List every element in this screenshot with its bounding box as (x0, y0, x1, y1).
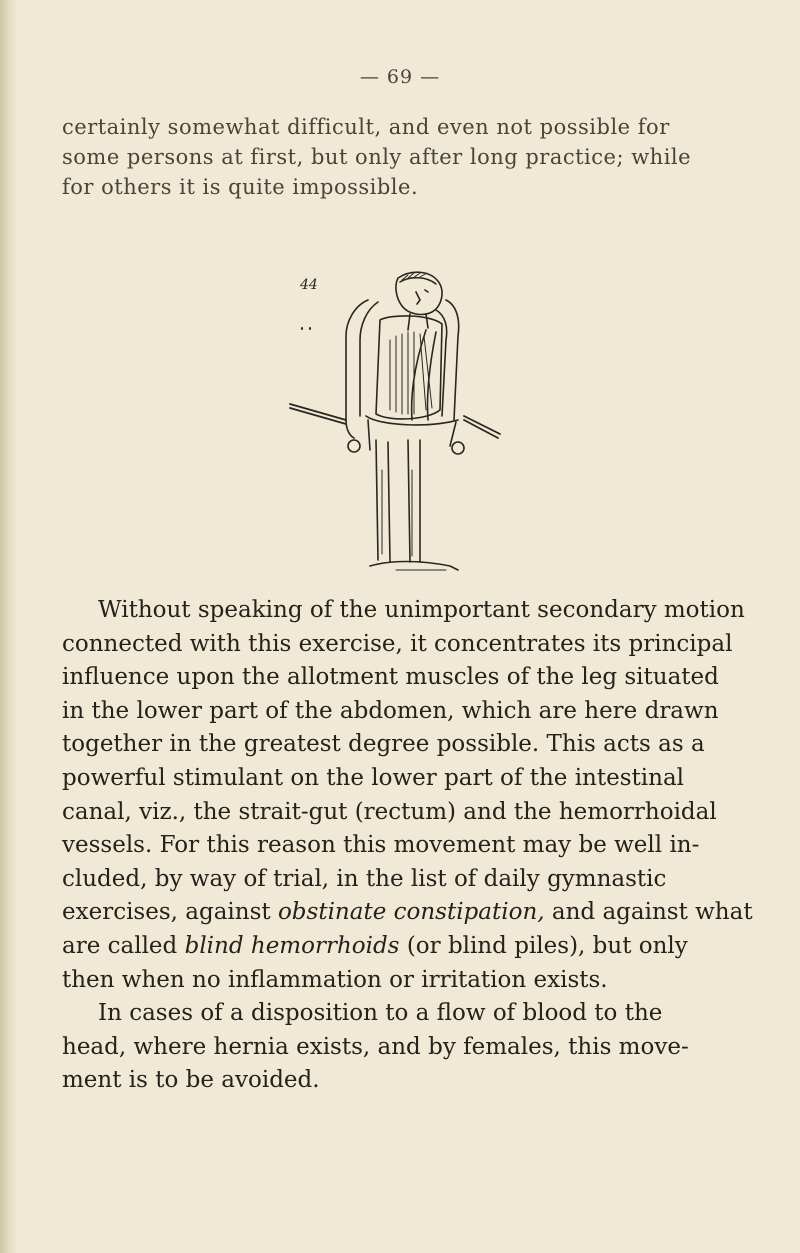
text-segment: and against what (551, 899, 753, 926)
text-line: head, where hernia exists, and by females, this move- (62, 1033, 689, 1060)
intro-paragraph (62, 112, 762, 202)
text-line: canal, viz., the strait-gut (rectum) and the hemorrhoidal (62, 798, 717, 825)
exercise-illustration (250, 270, 510, 580)
text-segment: (or blind piles), but only (406, 932, 688, 959)
text-line: In cases of a disposition to a flow of blood to the (98, 1000, 663, 1027)
text-line: powerful stimulant on the lower part of the intestinal (62, 764, 685, 791)
text-segment: exercises, against (62, 899, 271, 926)
main-text (62, 594, 762, 1098)
text-line: ment is to be avoided. (62, 1067, 320, 1094)
figure-drawing (250, 270, 510, 580)
text-line (62, 930, 762, 964)
text-line: in the lower part of the abdomen, which are here drawn (62, 697, 719, 724)
text-line: cluded, by way of trial, in the list of daily gymnastic (62, 865, 667, 892)
intro-line: for others it is quite impossible. (62, 175, 419, 199)
text-line: vessels. For this reason this movement may be well in- (62, 832, 700, 859)
intro-line: some persons at first, but only after long practice; while (62, 145, 692, 169)
page-number: — 69 — (359, 66, 441, 88)
text-line: influence upon the allotment muscles of the leg situated (62, 664, 719, 691)
italic-phrase: blind hemorrhoids (184, 932, 400, 959)
text-line: together in the greatest degree possible. This acts as a (62, 731, 705, 758)
text-line: connected with this exercise, it concentrates its principal (62, 630, 733, 657)
text-line: then when no inflammation or irritation exists. (62, 966, 608, 993)
intro-line: certainly somewhat difficult, and even not possible for (62, 115, 670, 139)
text-line (62, 896, 762, 930)
italic-phrase: obstinate constipation, (277, 899, 545, 926)
text-line: Without speaking of the unimportant secondary motion (98, 597, 745, 623)
figure-label: 44 (300, 277, 318, 293)
page-edge (0, 0, 18, 1253)
text-segment: are called (62, 932, 178, 959)
